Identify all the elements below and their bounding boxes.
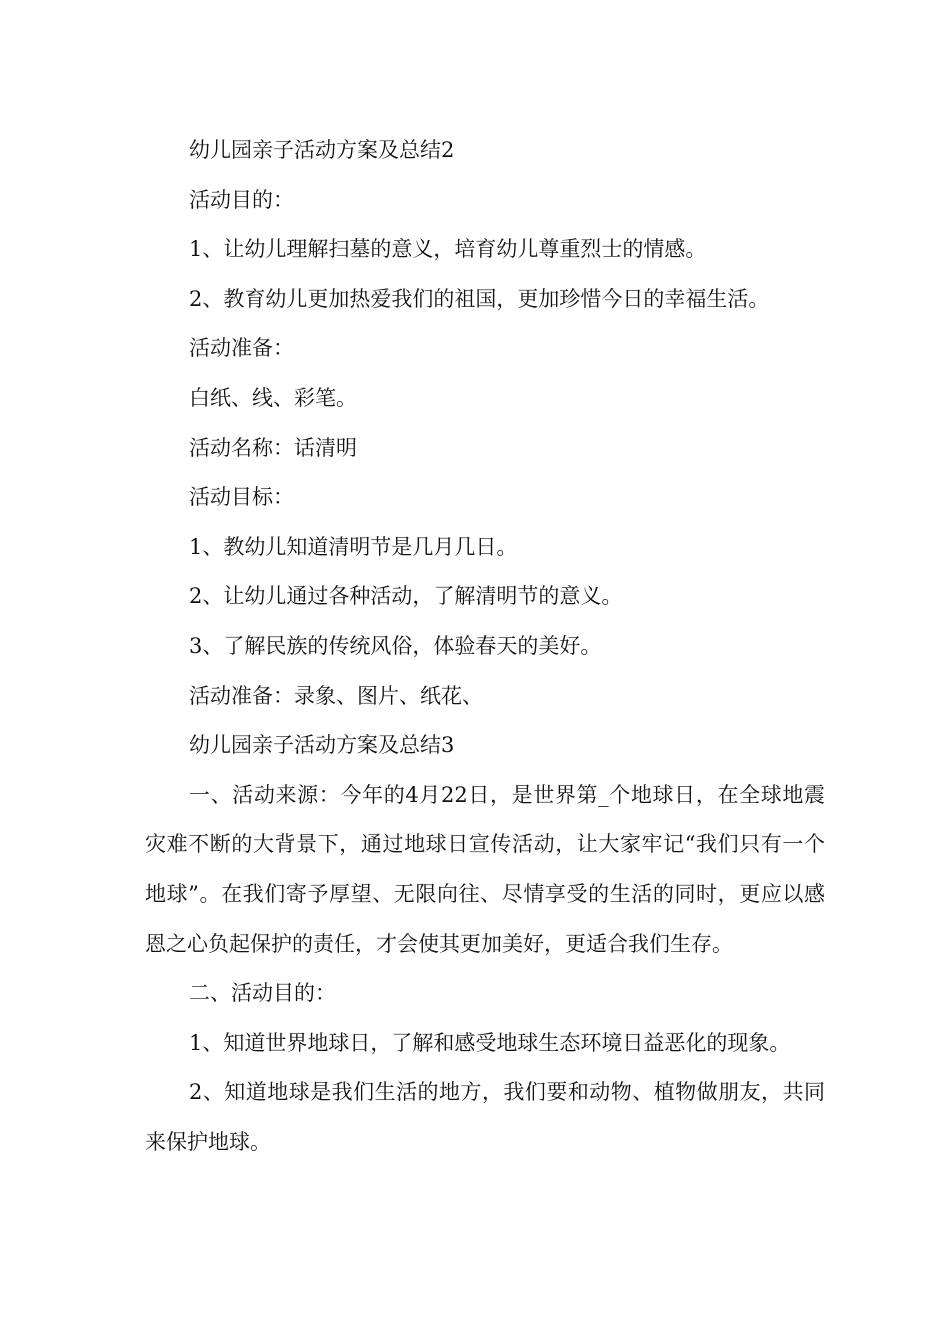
body-paragraph: 活动名称：话清明	[189, 435, 357, 460]
subheading: 活动目的：	[189, 187, 294, 212]
document-body	[145, 126, 825, 1167]
list-item: 2、知道地球是我们生活的地方，我们要和动物、植物做朋友，共同来保护地球。	[145, 1080, 825, 1154]
list-item: 3、了解民族的传统风俗，体验春天的美好。	[189, 633, 602, 658]
list-item: 1、知道世界地球日，了解和感受地球生态环境日益恶化的现象。	[189, 1030, 791, 1055]
list-item: 1、教幼儿知道清明节是几月几日。	[189, 534, 518, 559]
list-item: 2、让幼儿通过各种活动，了解清明节的意义。	[189, 584, 623, 609]
list-item: 1、让幼儿理解扫墓的意义，培育幼儿尊重烈士的情感。	[189, 237, 707, 262]
body-paragraph: 活动准备：录象、图片、纸花、	[189, 683, 483, 708]
section-heading: 幼儿园亲子活动方案及总结3	[189, 733, 455, 758]
section-heading: 幼儿园亲子活动方案及总结2	[189, 138, 455, 162]
body-paragraph: 一、活动来源：今年的4月22日，是世界第_个地球日，在全球地震灾难不断的大背景下，通过地球日宣传活动，让大家牢记“我们只有一个地球”。在我们寄予厚望、无限向往、尽情享受的生活的同时，更应以感恩之心负起保护的责任，才会使其更加美好，更适合我们生存。	[145, 782, 825, 956]
subheading: 活动准备：	[189, 336, 294, 361]
subheading: 二、活动目的：	[189, 981, 336, 1006]
body-paragraph: 白纸、线、彩笔。	[189, 385, 357, 410]
list-item: 2、教育幼儿更加热爱我们的祖国，更加珍惜今日的幸福生活。	[189, 286, 770, 311]
subheading: 活动目标：	[189, 485, 294, 510]
